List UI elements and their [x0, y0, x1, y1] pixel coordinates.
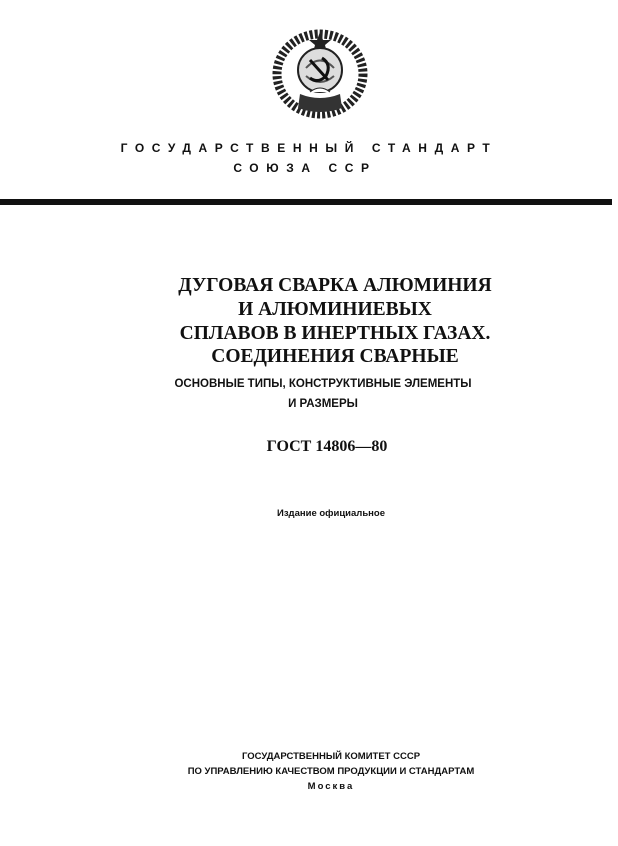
- publisher-city: Москва: [307, 781, 355, 792]
- header-line-2: СОЮЗА ССР: [233, 161, 377, 175]
- title-line-2: И АЛЮМИНИЕВЫХ: [238, 299, 432, 320]
- standard-designation: ГОСТ 14806—80: [266, 438, 388, 455]
- header-line-1: ГОСУДАРСТВЕННЫЙ СТАНДАРТ: [120, 141, 498, 155]
- ussr-coat-of-arms-emblem: [270, 28, 370, 120]
- divider-rule: [0, 199, 612, 205]
- title-line-3: СПЛАВОВ В ИНЕРТНЫХ ГАЗАХ.: [179, 323, 491, 344]
- edition-note: Издание официальное: [277, 508, 385, 519]
- subtitle-line-2: И РАЗМЕРЫ: [288, 398, 358, 410]
- title-line-4: СОЕДИНЕНИЯ СВАРНЫЕ: [211, 346, 459, 367]
- publisher-line-1: ГОСУДАРСТВЕННЫЙ КОМИТЕТ СССР: [241, 751, 421, 762]
- publisher-line-2: ПО УПРАВЛЕНИЮ КАЧЕСТВОМ ПРОДУКЦИИ И СТАНДАРТАМ: [187, 766, 475, 777]
- subtitle-line-1: ОСНОВНЫЕ ТИПЫ, КОНСТРУКТИВНЫЕ ЭЛЕМЕНТЫ: [174, 378, 472, 390]
- title-line-1: ДУГОВАЯ СВАРКА АЛЮМИНИЯ: [178, 275, 492, 296]
